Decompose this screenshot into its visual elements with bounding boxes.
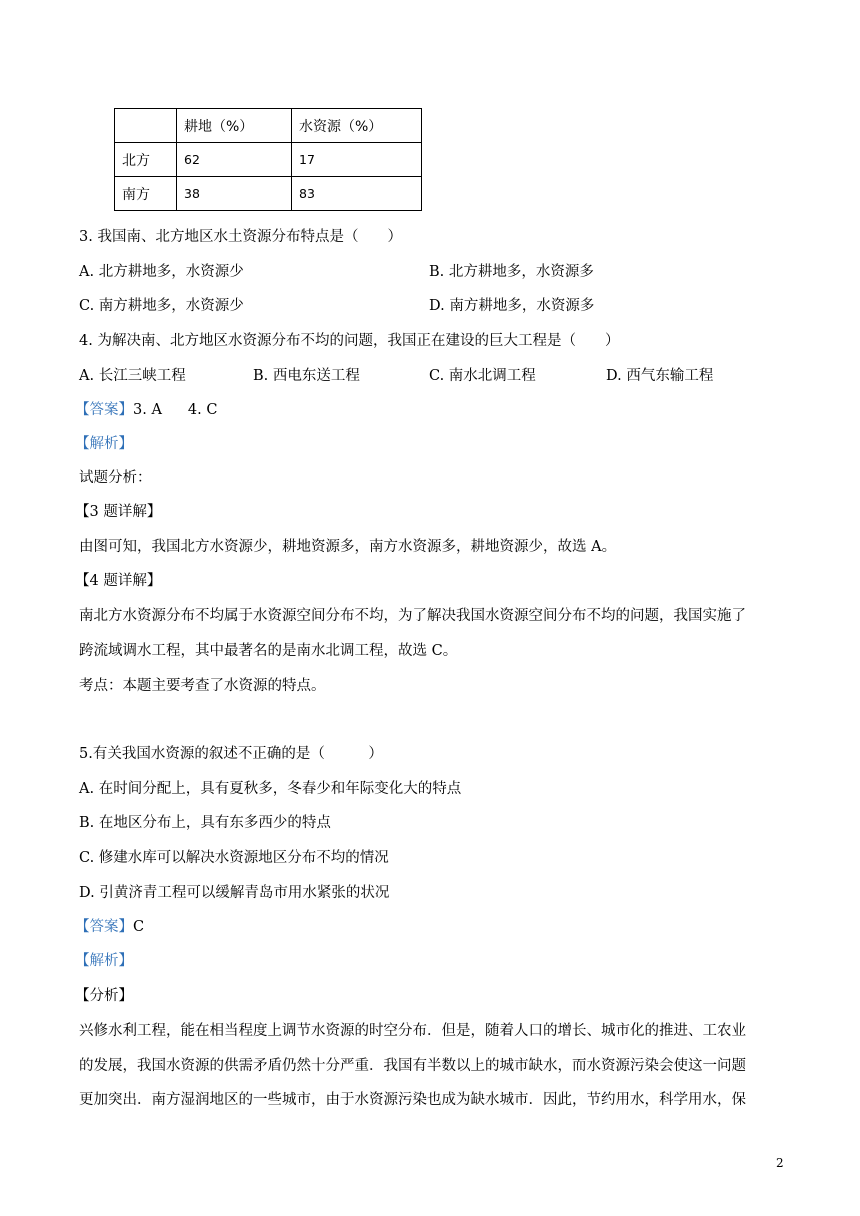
answer-5-value: C [133,919,145,935]
answer-4: 4. C [187,402,218,418]
table-cell: 38 [177,177,292,211]
q4-detail-line: 跨流域调水工程，其中最著名的是南水北调工程，故选 C。 [79,643,458,659]
answer-3-4 [75,398,217,419]
answer-label: 【答案】 [75,919,133,935]
table-header-cell: 耕地（%） [177,109,292,143]
q4-option-c: C. 南水北调工程 [429,368,536,384]
fenxi-line: 兴修水利工程，能在相当程度上调节水资源的时空分布．但是，随着人口的增长、城市化的推进、工农业 [79,1023,746,1039]
q3-detail-heading: 【3 题详解】 [75,504,162,520]
q5-option-c: C. 修建水库可以解决水资源地区分布不均的情况 [79,850,389,866]
q4-detail-heading: 【4 题详解】 [75,573,162,589]
kaodian-text: 考点：本题主要考查了水资源的特点。 [79,678,326,694]
q5-option-a: A. 在时间分配上，具有夏秋多，冬春少和年际变化大的特点 [79,781,462,797]
q4-option-b: B. 西电东送工程 [253,368,360,384]
q4-detail-line: 南北方水资源分布不均属于水资源空间分布不均，为了解决我国水资源空间分布不均的问题，我国实施了 [79,608,746,624]
q5-stem: 5.有关我国水资源的叙述不正确的是（ ） [79,746,383,762]
q3-stem: 3. 我国南、北方地区水土资源分布特点是（ ） [79,229,402,245]
q4-option-d: D. 西气东输工程 [606,368,714,384]
table-row [115,109,422,143]
table-cell: 17 [292,143,422,177]
data-table [114,108,422,211]
table-row [115,143,422,177]
q3-option-c: C. 南方耕地多，水资源少 [79,298,244,314]
q3-option-d: D. 南方耕地多，水资源多 [429,298,595,314]
table-cell: 62 [177,143,292,177]
table-cell: 南方 [115,177,177,211]
table-cell [115,109,177,143]
analysis-label: 【解析】 [75,436,133,452]
answer-label: 【答案】 [75,402,133,418]
fenxi-heading: 【分析】 [75,988,133,1004]
answer-3: 3. A [133,402,162,418]
q5-option-b: B. 在地区分布上，具有东多西少的特点 [79,815,331,831]
fenxi-line: 的发展，我国水资源的供需矛盾仍然十分严重．我国有半数以上的城市缺水，而水资源污染会使这一问题 [79,1058,746,1074]
page-number: 2 [776,1156,784,1170]
q3-option-a: A. 北方耕地多，水资源少 [79,264,244,280]
fenxi-line: 更加突出．南方湿润地区的一些城市，由于水资源污染也成为缺水城市．因此，节约用水，科学用水，保 [79,1092,746,1108]
answer-5 [75,915,144,936]
table-row [115,177,422,211]
analysis-intro: 试题分析： [79,470,152,486]
table-header-cell: 水资源（%） [292,109,422,143]
table-cell: 83 [292,177,422,211]
q3-option-b: B. 北方耕地多，水资源多 [429,264,594,280]
q3-detail-text: 由图可知，我国北方水资源少，耕地资源多，南方水资源多，耕地资源少，故选 A。 [79,539,617,555]
table-cell: 北方 [115,143,177,177]
q5-option-d: D. 引黄济青工程可以缓解青岛市用水紧张的状况 [79,885,390,901]
q4-option-a: A. 长江三峡工程 [79,368,186,384]
q4-stem: 4. 为解决南、北方地区水资源分布不均的问题，我国正在建设的巨大工程是（ ） [79,333,620,349]
analysis-label: 【解析】 [75,953,133,969]
